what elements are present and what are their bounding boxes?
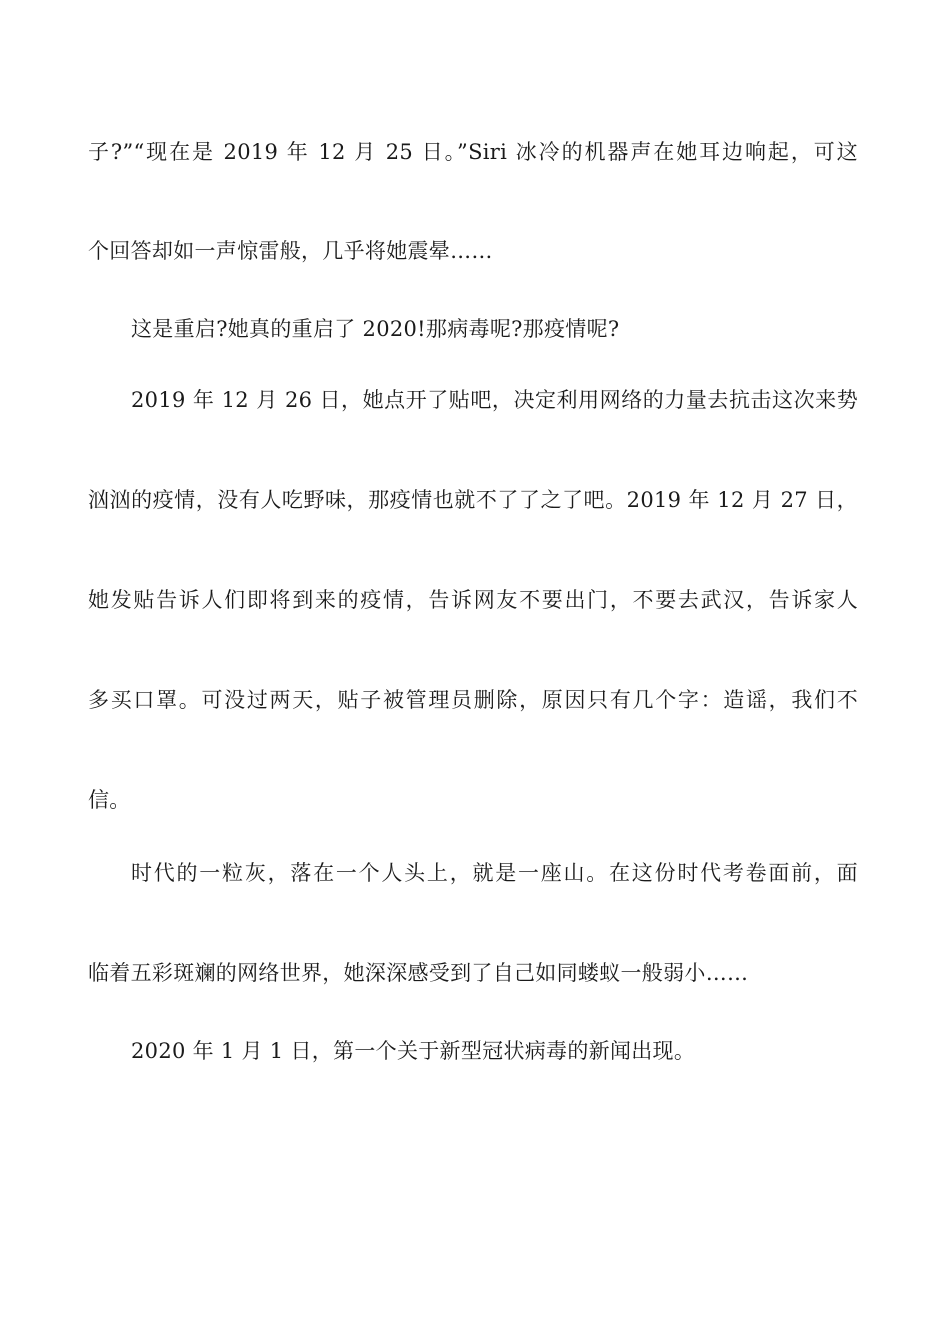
- text-line: 信。: [88, 788, 131, 812]
- text-line: 个回答却如一声惊雷般，几乎将她震晕……: [88, 239, 493, 263]
- paragraph-start-line: 时代的一粒灰，落在一个人头上，就是一座山。在这份时代考卷面前，面: [131, 861, 858, 885]
- text-line: 汹汹的疫情，没有人吃野味，那疫情也就不了了之了吧。2019 年 12 月 27 日，: [88, 488, 858, 512]
- paragraph-start-line: 这是重启?她真的重启了 2020!那病毒呢?那疫情呢?: [131, 317, 620, 341]
- text-line: 她发贴告诉人们即将到来的疫情，告诉网友不要出门，不要去武汉，告诉家人: [88, 588, 858, 612]
- text-line: 子?”“现在是 2019 年 12 月 25 日。”Siri 冰冷的机器声在她耳边响起，可这: [88, 140, 858, 164]
- text-line: 临着五彩斑斓的网络世界，她深深感受到了自己如同蝼蚁一般弱小……: [88, 961, 749, 985]
- paragraph-start-line: 2019 年 12 月 26 日，她点开了贴吧，决定利用网络的力量去抗击这次来势: [131, 388, 858, 412]
- text-line: 多买口罩。可没过两天，贴子被管理员删除，原因只有几个字：造谣，我们不: [88, 688, 858, 712]
- paragraph-start-line: 2020 年 1 月 1 日，第一个关于新型冠状病毒的新闻出现。: [131, 1039, 696, 1063]
